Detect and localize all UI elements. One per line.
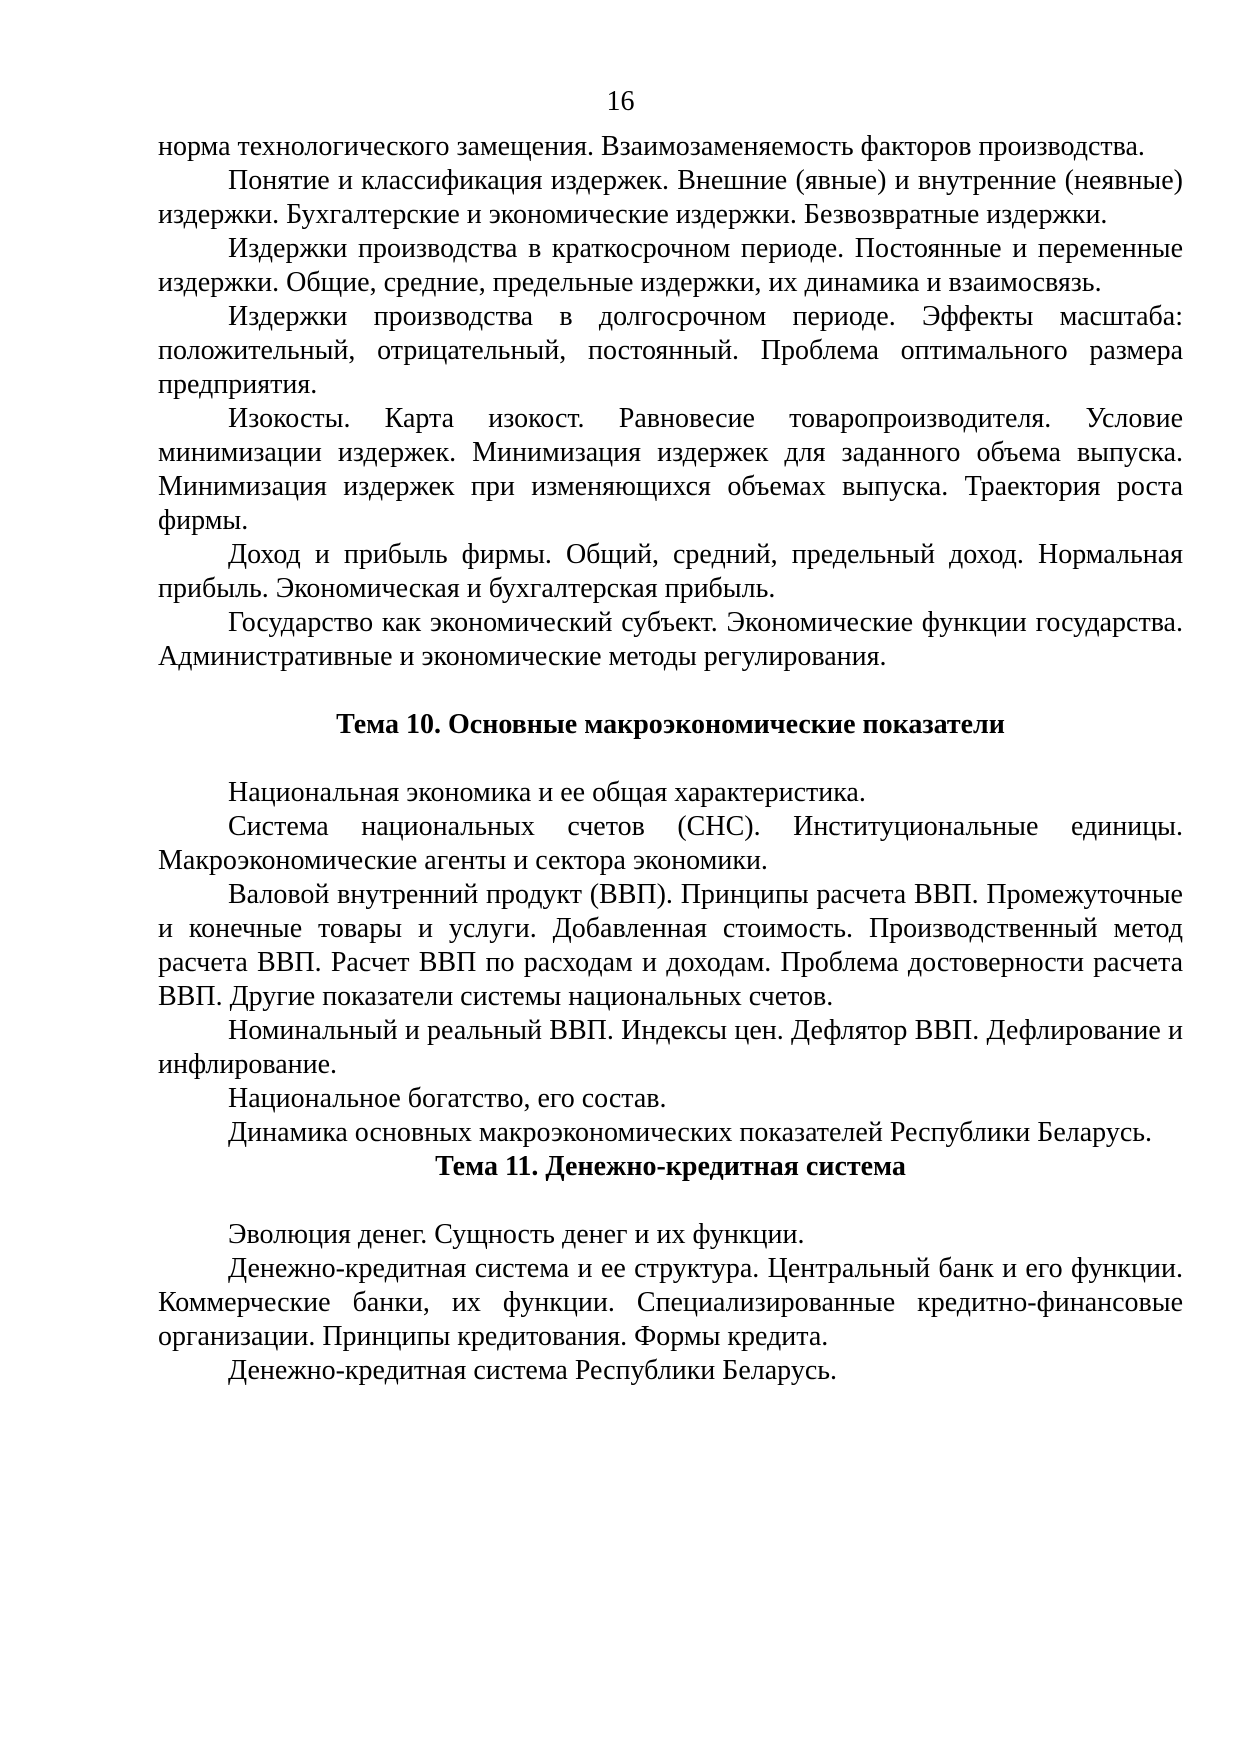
paragraph: Динамика основных макроэкономических показателей Республики Беларусь. bbox=[228, 1117, 1153, 1148]
section-heading: Тема 10. Основные макроэкономические показатели bbox=[336, 709, 1005, 740]
paragraph: Издержки производства в долгосрочном периоде. Эффекты масштаба: положительный, отрицательный, постоянный. Проблема оптимального размера предприятия. bbox=[158, 301, 1183, 400]
document-content bbox=[158, 130, 1183, 1388]
paragraph: Денежно-кредитная система и ее структура. Центральный банк и его функции. Коммерческие банки, их функции. Специализированные кредитно-финансовые организации. Принципы кредитования. Формы кредита. bbox=[158, 1253, 1183, 1352]
paragraph: Понятие и классификация издержек. Внешние (явные) и внутренние (неявные) издержки. Бухгалтерские и экономические издержки. Безвозвратные издержки. bbox=[158, 165, 1183, 230]
paragraph: Национальная экономика и ее общая характеристика. bbox=[228, 777, 866, 808]
paragraph: Государство как экономический субъект. Экономические функции государства. Административные и экономические методы регулирования. bbox=[158, 607, 1183, 672]
paragraph: Издержки производства в краткосрочном периоде. Постоянные и переменные издержки. Общие, средние, предельные издержки, их динамика и взаимосвязь. bbox=[158, 233, 1183, 298]
paragraph: Номинальный и реальный ВВП. Индексы цен. Дефлятор ВВП. Дефлирование и инфлирование. bbox=[158, 1015, 1183, 1080]
section-heading: Тема 11. Денежно-кредитная система bbox=[435, 1151, 906, 1182]
paragraph: Денежно-кредитная система Республики Беларусь. bbox=[228, 1355, 838, 1386]
paragraph: Валовой внутренний продукт (ВВП). Принципы расчета ВВП. Промежуточные и конечные товары и услуги. Добавленная стоимость. Производственный метод расчета ВВП. Расчет ВВП по расходам и доходам. Проблема достоверности расчета ВВП. Другие показатели системы национальных счетов. bbox=[158, 879, 1183, 1012]
paragraph: Национальное богатство, его состав. bbox=[228, 1083, 667, 1114]
paragraph: Система национальных счетов (СНС). Институциональные единицы. Макроэкономические агенты и сектора экономики. bbox=[158, 811, 1183, 876]
paragraph: Доход и прибыль фирмы. Общий, средний, предельный доход. Нормальная прибыль. Экономическая и бухгалтерская прибыль. bbox=[158, 539, 1183, 604]
paragraph: Изокосты. Карта изокост. Равновесие товаропроизводителя. Условие минимизации издержек. Минимизация издержек для заданного объема выпуска. Минимизация издержек при изменяющихся объемах выпуска. Траектория роста фирмы. bbox=[158, 403, 1183, 536]
paragraph: Эволюция денег. Сущность денег и их функции. bbox=[228, 1219, 805, 1250]
paragraph: норма технологического замещения. Взаимозаменяемость факторов производства. bbox=[158, 131, 1145, 162]
page-number: 16 bbox=[606, 86, 635, 117]
